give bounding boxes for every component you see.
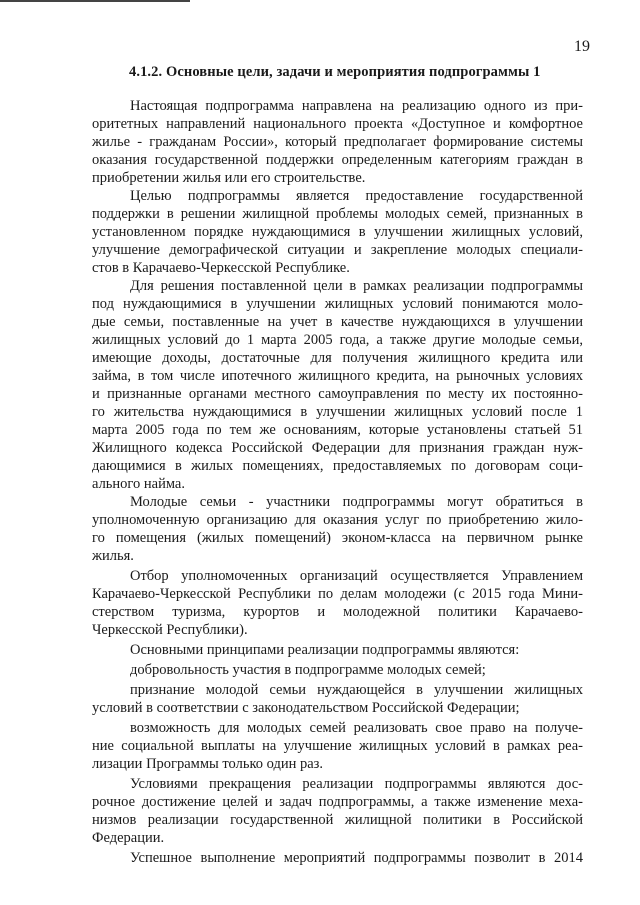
- text-line: условий в соответствии с законодательством Российской Федерации;: [92, 700, 520, 716]
- text-line: Жилищного кодекса Российской Федерации для признания граждан нуж-: [92, 440, 583, 456]
- text-line: жилье - гражданам России», который предполагает формирование системы: [92, 134, 583, 150]
- text-line: Молодые семьи - участники подпрограммы могут обратиться в: [130, 494, 583, 510]
- text-line: Основными принципами реализации подпрограммы являются:: [130, 642, 520, 658]
- text-line: Условиями прекращения реализации подпрограммы являются дос-: [130, 776, 583, 792]
- text-line: оритетных направлений национального проекта «Доступное и комфортное: [92, 116, 583, 132]
- text-line: рочное достижение целей и задач подпрограммы, а также изменение меха-: [92, 794, 583, 810]
- text-line: и признанные органами местного самоуправления по месту их постоянно-: [92, 386, 583, 402]
- text-line: ального найма.: [92, 476, 185, 492]
- text-line: дые семьи, поставленные на учет в качестве нуждающихся в улучшении: [92, 314, 583, 330]
- text-line: го жительства нуждающимися в улучшении жилищных условий после 1: [92, 404, 583, 420]
- text-line: ние социальной выплаты на улучшение жилищных условий в рамках реа-: [92, 738, 583, 754]
- text-line: Настоящая подпрограмма направлена на реализацию одного из при-: [130, 98, 583, 114]
- text-line: Целью подпрограммы является предоставление государственной: [130, 188, 583, 204]
- text-line: Для решения поставленной цели в рамках реализации подпрограммы: [130, 278, 583, 294]
- text-line: поддержки в решении жилищной проблемы молодых семей, признанных в: [92, 206, 583, 222]
- text-line: возможность для молодых семей реализовать свое право на получе-: [130, 720, 583, 736]
- text-line: марта 2005 года по тем же основаниям, которые установлены статьей 51: [92, 422, 583, 438]
- text-line: го помещения (жилых помещений) эконом-класса на первичном рынке: [92, 530, 583, 546]
- text-line: под нуждающимися в улучшении жилищных условий понимаются моло-: [92, 296, 583, 312]
- section-heading: 4.1.2. Основные цели, задачи и мероприятия подпрограммы 1: [129, 64, 541, 80]
- text-line: оказания государственной поддержки определенным категориям граждан в: [92, 152, 583, 168]
- text-line: Черкесской Республики).: [92, 622, 248, 638]
- text-line: Карачаево-Черкесской Республики по делам молодежи (с 2015 года Мини-: [92, 586, 583, 602]
- text-line: Успешное выполнение мероприятий подпрограммы позволит в 2014: [130, 850, 583, 866]
- text-line: жилья.: [92, 548, 134, 564]
- text-line: дающимися в жилых помещениях, предоставляемых по договорам соци-: [92, 458, 583, 474]
- text-line: признание молодой семьи нуждающейся в улучшении жилищных: [130, 682, 583, 698]
- text-line: уполномоченную организацию для оказания услуг по приобретению жило-: [92, 512, 583, 528]
- text-line: установленном порядке нуждающимися в улучшении жилищных условий,: [92, 224, 583, 240]
- text-line: жилищных условий до 1 марта 2005 года, а также другие молодые семьи,: [92, 332, 583, 348]
- text-line: стерством туризма, курортов и молодежной политики Карачаево-: [92, 604, 583, 620]
- top-rule: [0, 0, 190, 2]
- text-line: лизации Программы только один раз.: [92, 756, 324, 772]
- page-number: 19: [574, 38, 590, 55]
- text-line: Отбор уполномоченных организаций осуществляется Управлением: [130, 568, 583, 584]
- text-line: займа, в том числе ипотечного жилищного кредита, на рыночных условиях: [92, 368, 583, 384]
- text-line: улучшение демографической ситуации и закрепление молодых специали-: [92, 242, 583, 258]
- text-line: стов в Карачаево-Черкесской Республике.: [92, 260, 350, 276]
- text-line: добровольность участия в подпрограмме молодых семей;: [130, 662, 486, 678]
- text-line: низмов реализации государственной жилищной политики в Российской: [92, 812, 583, 828]
- text-line: Федерации.: [92, 830, 165, 846]
- text-line: имеющие доходы, достаточные для получения жилищного кредита или: [92, 350, 583, 366]
- text-line: приобретении жилья или его строительстве.: [92, 170, 366, 186]
